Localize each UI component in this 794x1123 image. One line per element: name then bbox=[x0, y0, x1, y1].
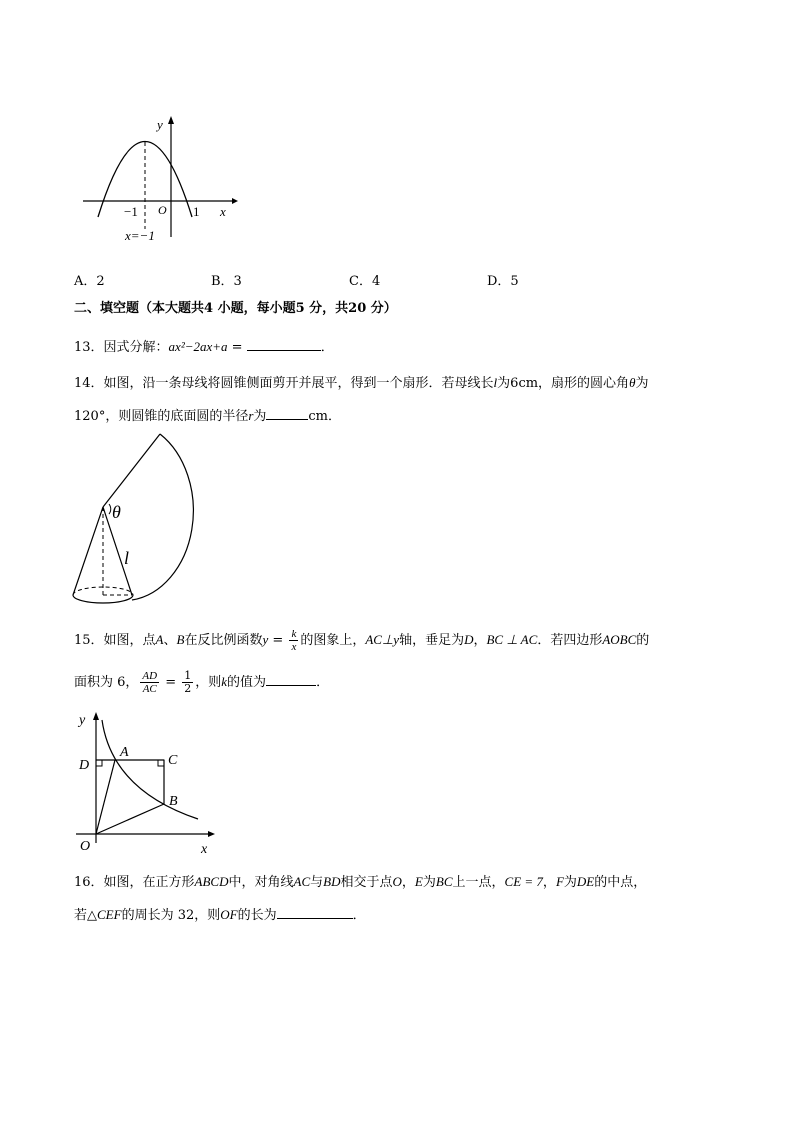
c-label: C bbox=[168, 753, 178, 768]
choice-d: D．5 bbox=[487, 274, 519, 289]
x-label: x bbox=[220, 204, 226, 219]
answer-blank-16[interactable] bbox=[277, 905, 353, 919]
right-angle-d bbox=[96, 760, 102, 766]
cone-slant-left bbox=[73, 507, 103, 595]
x-axis-arrow bbox=[208, 831, 215, 837]
o-label: O bbox=[80, 839, 91, 854]
parabola-figure bbox=[80, 112, 240, 247]
right-angle-c bbox=[158, 760, 164, 766]
b-label: B bbox=[169, 794, 178, 809]
inverse-function-figure bbox=[74, 708, 224, 858]
d-label: D bbox=[79, 758, 90, 773]
question-15-line-1: 15．如图，点A、B在反比例函数y = $\frac{k}{x}$ 的图象上，AC⊥y轴，垂足为D，BC ⊥ AC．若四边形AOBC的 bbox=[74, 628, 650, 653]
axis-equation-label: x=−1 bbox=[125, 228, 155, 243]
answer-blank-15[interactable] bbox=[266, 672, 316, 686]
l-label: l bbox=[124, 548, 130, 568]
answer-blank-14[interactable] bbox=[266, 406, 308, 420]
fraction-k-over-x: $\frac{k}{x}$ bbox=[291, 628, 297, 653]
question-13: 13．因式分解：ax²−2ax+a = ． bbox=[74, 339, 334, 355]
x-axis-arrow bbox=[232, 198, 238, 204]
question-15-line-2: 面积为 6， $\frac{AD}{AC}$ = $\frac{1}{2}$ ，则k的值为 ． bbox=[74, 669, 330, 695]
choice-a: A．2 bbox=[74, 274, 105, 289]
y-axis-arrow bbox=[168, 116, 174, 124]
question-16-line-2: 若△CEF的周长为 32，则OF的长为 ． bbox=[74, 907, 366, 923]
choice-c: C．4 bbox=[349, 274, 381, 289]
y-label: y bbox=[79, 713, 86, 728]
question-16-line-1: 16．如图，在正方形ABCD中，对角线AC与BD相交于点O，E为BC上一点，CE = 7，F为DE的中点， bbox=[74, 874, 647, 890]
x-label: x bbox=[201, 842, 208, 857]
fraction-one-half: $\frac{1}{2}$ bbox=[184, 669, 192, 695]
a-label: A bbox=[120, 745, 129, 760]
theta-label: θ bbox=[112, 502, 121, 522]
question-14-line-2: 120°，则圆锥的底面圆的半径r为 cm． bbox=[74, 408, 342, 424]
choice-b: B．3 bbox=[211, 274, 242, 289]
angle-mark bbox=[109, 504, 111, 514]
y-axis-arrow bbox=[93, 712, 99, 720]
segment-ob bbox=[96, 804, 164, 834]
neg-one-label: −1 bbox=[124, 204, 138, 219]
segment-oa bbox=[96, 760, 115, 834]
fraction-ad-over-ac: $\frac{AD}{AC}$ bbox=[142, 670, 158, 695]
answer-blank-13[interactable] bbox=[247, 337, 321, 351]
cone-base-front bbox=[73, 595, 133, 603]
y-label: y bbox=[157, 117, 163, 132]
section-heading: 二、填空题（本大题共4 小题，每小题5 分，共20 分） bbox=[74, 301, 397, 316]
question-14-line-1: 14．如图，沿一条母线将圆锥侧面剪开并展平，得到一个扇形．若母线长l为6cm，扇形的圆心角θ为 bbox=[74, 375, 649, 391]
origin-label: O bbox=[158, 203, 167, 217]
hyperbola-curve bbox=[102, 720, 198, 819]
sector-radius-top bbox=[103, 434, 160, 507]
one-label: 1 bbox=[193, 204, 200, 219]
cone-sector-figure bbox=[68, 432, 203, 612]
